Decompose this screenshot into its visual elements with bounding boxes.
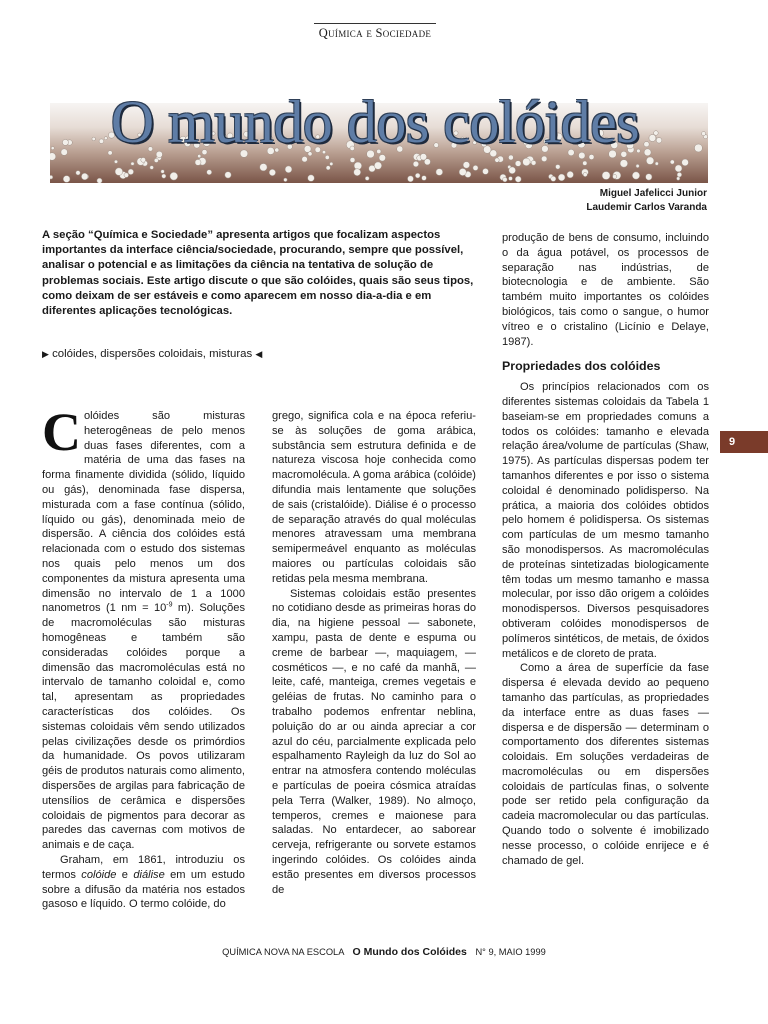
bubble: [350, 158, 355, 163]
abstract: A seção “Química e Sociedade” apresenta artigos que focalizam aspectos importantes da interface ciência/sociedade, procurando, sempre que possível, analisar o potencial e as limitações da ciência na tentativa de solução de problemas sociais. Este artigo discute o que são colóides, quais são seus tipos, como deixam de ser estáveis e como aparecem em nosso dia-a-dia e em diferentes aplicações tecnológicas.: [42, 229, 474, 318]
bubble: [326, 166, 330, 170]
bubble: [473, 165, 478, 170]
column-2: [272, 409, 476, 897]
bubble: [620, 160, 628, 168]
bubble: [646, 157, 654, 165]
bubble: [354, 162, 362, 170]
drop-cap: C: [42, 402, 81, 462]
page-number-tab: 9: [720, 431, 768, 453]
subhead-propriedades: Propriedades dos colóides: [502, 359, 661, 374]
bubble: [308, 175, 315, 182]
paragraph-3: Sistemas coloidais estão presentes no cotidiano desde as primeiras horas do dia, na higiene pessoal — sabonete, xampu, pasta de dente e espuma ou creme de barbear —, maquiagem, — cosméticos —, e no café da manhã, — leite, café, manteiga, cremes vegetais e geléias de frutas. No caminho para o trabalho podemos enfrentar neblina, poluição do ar ou ainda apreciar a cor azul do céu, parcialmente explicada pelo espalhamento Rayleigh da luz do Sol ao entrar na atmosfera contendo moléculas e partículas de poeira cósmica atraídas pela Terra (Walker, 1989). No almoço, temperos, cremes e maionese para saladas. No entardecer, ao saborear cerveja, refrigerante ou sorvete estamos ingerindo colóides. Os colóides ainda estão presentes em diversos processos de: [272, 587, 476, 896]
bubble: [81, 173, 88, 180]
footer-journal: QUÍMICA NOVA NA ESCOLA: [222, 947, 344, 957]
footer-issue: N° 9, MAIO 1999: [475, 947, 546, 957]
paragraph-2-text-b: em um estudo sobre a difusão da matéria nos estados gasoso e líquido. O termo colóide, do: [42, 868, 245, 911]
bubble: [509, 177, 513, 181]
article-title: O mundo dos colóides: [110, 89, 640, 155]
bubble: [556, 165, 561, 170]
bubble: [330, 162, 333, 165]
bubble: [558, 174, 565, 181]
author-2: Laudemir Carlos Varanda: [586, 202, 707, 213]
bubble: [682, 159, 689, 166]
bubble: [76, 171, 80, 175]
bubble: [269, 169, 275, 175]
bubble: [131, 162, 134, 165]
bubble: [583, 161, 587, 165]
bubble: [115, 168, 123, 176]
bubble: [207, 170, 212, 175]
footer: [0, 946, 768, 958]
author-1: Miguel Jafelicci Junior: [599, 188, 707, 199]
bubble: [583, 172, 587, 176]
bubble: [459, 168, 466, 175]
bubble: [436, 169, 443, 176]
keywords: [42, 348, 262, 360]
bubble: [677, 177, 680, 180]
keywords-text: colóides, dispersões coloidais, misturas: [52, 348, 253, 360]
bubble: [161, 170, 165, 174]
bubble: [675, 165, 682, 172]
triangle-left-icon: ◀: [255, 349, 263, 359]
bubble: [154, 158, 158, 162]
bubble: [655, 162, 658, 165]
bubble: [284, 178, 288, 182]
column-3: [502, 231, 709, 868]
bubble: [97, 178, 102, 183]
column-1: [42, 402, 245, 912]
bubble: [483, 168, 489, 174]
bubble: [408, 176, 414, 182]
bubble: [636, 164, 639, 167]
bubble: [128, 169, 134, 175]
bubble: [141, 158, 146, 163]
triangle-right-icon: ▶: [42, 349, 49, 359]
bubble: [124, 173, 129, 178]
bubble: [260, 164, 267, 171]
bubble: [63, 176, 70, 183]
bubble: [413, 161, 419, 167]
bubble: [374, 162, 381, 169]
exponent: -9: [166, 601, 173, 609]
paragraph-2-continued: grego, significa cola e na época referiu-se às soluções de goma arábica, substância sem estrutura definida e de natureza viscosa hoje conhecida como macromolécula. A goma arábica (colóide) difundia mais lentamente que soluções de sais (cristalóide). Diálise é o processo de separação através do qual moléculas menores atravessam uma membrana semipermeável enquanto as moléculas maiores ou partículas coloidais são retidas pela mesma membrana.: [272, 410, 476, 585]
bubble: [114, 160, 117, 163]
bubble: [602, 172, 610, 180]
bubble: [162, 174, 166, 178]
bubble: [677, 172, 682, 177]
bubble: [170, 172, 178, 180]
bubble: [515, 176, 521, 182]
bubble: [225, 172, 231, 178]
bubble: [50, 175, 53, 179]
bubble: [422, 176, 427, 181]
bubble: [302, 156, 308, 162]
bubble: [354, 169, 361, 176]
bubble: [523, 158, 531, 166]
authors: [586, 187, 707, 215]
bubble: [285, 166, 292, 173]
bubble: [150, 166, 154, 170]
bubble: [503, 177, 508, 182]
bubble: [195, 159, 201, 165]
footer-article: O Mundo dos Colóides: [352, 946, 467, 958]
bubble: [646, 174, 652, 180]
bubble: [495, 158, 499, 162]
bubble: [567, 171, 574, 178]
paragraph-1-text-b: m). Soluções de macromoléculas são misturas homogêneas e também são consideradas colóides porque a dimensão das macromoléculas está no intervalo de tamanho coloidal e, como tal, apresentam as propriedades características dos colóides. Os sistemas coloidais vêm sendo utilizados pelas civilizações desde os primórdios da humanidade. Os povos utilizaram géis de produtos naturais como alimento, dispersões de argilas para fabricação de utensílios de cerâmica e dispersões coloidais de pigmentos para decorar as paredes das cavernas com motivos de animais e de caça.: [42, 602, 245, 852]
paragraph-2-text-a: Graham, em 1861, introduziu os termos: [42, 853, 245, 881]
paragraph-2-and: e: [116, 868, 134, 881]
bubble: [613, 175, 617, 179]
bubble: [509, 167, 516, 174]
bubble: [632, 172, 639, 179]
paragraph-2: [42, 853, 245, 912]
bubble: [515, 161, 521, 167]
bubble: [415, 173, 420, 178]
term-coloide: colóide: [81, 868, 117, 881]
bubble: [670, 160, 674, 164]
section-label-text: Química e Sociedade: [318, 26, 432, 40]
paragraph-5: Como a área de superfície da fase dispersa é elevada devido ao pequeno tamanho das partículas, as propriedades da interface entre as duas fases — dispersa e de dispersão — determinam o comportamento dos diferentes sistemas coloidais. Em soluções verdadeiras de macromoléculas ou em dispersões coloidais de partículas finas, o solvente pode ser retido pela configuração da cadeia macromolecular ou das partículas. Quando todo o solvente é imobilizado nesse processo, o colóide enrijece e é chamado de gel.: [502, 662, 709, 867]
bubble: [365, 176, 369, 180]
paragraph-1-text-a: olóides são misturas heterogêneas de pelo menos duas fases diferentes, com a matéria de uma das fases na forma finamente dividida (sólido, líquido ou gás), denominada fase dispersa, misturada com a fase contínua (sólido, líquido ou gás), denominada meio de dispersão. A ciência dos colóides está relacionada com o estudo dos sistemas nos quais pelo menos um dos componentes da mistura apresenta uma dimensão no intervalo de 1 a 1000 nanometros (1 nm = 10: [42, 410, 245, 615]
bubble: [531, 160, 536, 165]
section-rule: [314, 23, 436, 24]
term-dialise: diálise: [133, 868, 165, 881]
paragraph-3-continued: produção de bens de consumo, incluindo o da água potável, os processos de separação nas indústrias, de biotecnologia e de ambiente. São também muito importantes os colóides biológicos, tais como o sangue, o humor vítreo e o cristalino (Licínio e Delaye, 1987).: [502, 232, 709, 348]
paragraph-4: Os princípios relacionados com os diferentes sistemas coloidais da Tabela 1 baseiam-se em propriedades comuns a todos os colóides: tamanho e elevada relação área/volume de partículas (Shaw, 1975). As partículas dispersas podem ter tamanhos diferentes e por isso o sistema coloidal é denominado polidisperso. Na prática, a maioria dos colóides obtidos pelo homem é polidispersa. Os sistemas com partículas de um mesmo tamanho são monodispersos. As macromoléculas de proteínas sintetizadas biologicamente têm todas um mesmo tamanho e massa molecular, por isso dão origem a colóides monodispersos. Diversos pesquisadores obtiveram colóides monodispersos de polímeros sintéticos, de metais, de óxidos metálicos e de cloreto de prata.: [502, 381, 709, 660]
paragraph-1: [42, 402, 245, 853]
bubble: [551, 176, 556, 181]
bubble: [463, 162, 470, 169]
bubble: [424, 159, 430, 165]
section-label: [310, 26, 440, 41]
